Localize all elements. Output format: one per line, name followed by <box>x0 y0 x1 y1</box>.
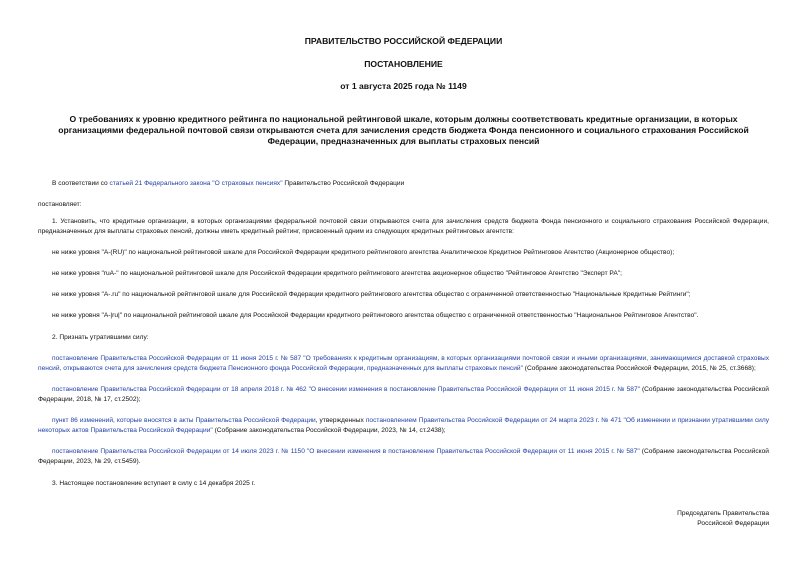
document-title: О требованиях к уровню кредитного рейтинга по национальной рейтинговой шкале, которым должны соответствовать кредитные организации, в которых организациями федеральной почтовой связи открываются счета для зачисления средств бюджета Фонда пенсионного и социального страхования Российской Федерации, предназначенных для выплаты страховых пенсий <box>58 114 749 146</box>
repealed-act-source: (Собрание законодательства Российской Федерации, 2023, № 29, ст.5459). <box>38 448 769 465</box>
repealed-act-item <box>38 447 769 467</box>
issuing-authority: ПРАВИТЕЛЬСТВО РОССИЙСКОЙ ФЕДЕРАЦИИ <box>304 36 503 46</box>
signatory-organization: Российской Федерации <box>697 520 769 527</box>
repealed-act-source: (Собрание законодательства Российской Федерации, 2023, № 14, ст.2438); <box>212 427 446 434</box>
repealed-act-link[interactable]: постановление Правительства Российской Федерации от 14 июля 2023 г. № 1150 "О внесении изменения в постановление Правительства Российской Федерации от 11 июня 2015 г. № 587" <box>52 448 640 455</box>
repealed-act-middle: , утвержденных <box>315 417 366 424</box>
resolves-word: постановляет: <box>38 201 82 208</box>
repealed-act-item <box>38 354 769 374</box>
repealed-act-link[interactable]: пункт 86 изменений, которые вносятся в акты Правительства Российской Федерации <box>52 417 316 424</box>
preamble <box>38 179 769 189</box>
amending-act-link[interactable]: постановлением Правительства Российской Федерации от 24 марта 2023 г. № 471 "Об изменении и признании утратившими силу некоторых актов Правительства Российской Федерации" <box>38 417 769 434</box>
clause-3: 3. Настоящее постановление вступает в силу с 14 декабря 2025 г. <box>52 480 256 487</box>
repealed-act-source: (Собрание законодательства Российской Федерации, 2018, № 17, ст.2502); <box>38 386 769 403</box>
signatory-position: Председатель Правительства <box>677 510 769 517</box>
rating-level-item: не ниже уровня "A-|ru|" по национальной рейтинговой шкале для Российской Федерации кредитного рейтингового агентства общество с ограниченной ответственностью "Национальное Рейтинговое Агентство". <box>52 312 699 319</box>
repealed-act-link[interactable]: постановление Правительства Российской Федерации от 18 апреля 2018 г. № 462 "О внесении изменения в постановление Правительства Российской Федерации от 11 июня 2015 г. № 587" <box>52 386 640 393</box>
rating-level-item: не ниже уровня "ruA-" по национальной рейтинговой шкале для Российской Федерации кредитного рейтингового агентства акционерное общество "Рейтинговое Агентство "Эксперт РА"; <box>52 270 622 277</box>
rating-level-item: не ниже уровня "A-(RU)" по национальной рейтинговой шкале для Российской Федерации кредитного рейтингового агентства Аналитическое Кредитное Рейтинговое Агентство (Акционерное общество); <box>52 249 675 256</box>
document-date-number: от 1 августа 2025 года № 1149 <box>340 81 467 91</box>
preamble-suffix: Правительство Российской Федерации <box>282 180 405 187</box>
law-article-link[interactable]: статьей 21 Федерального закона "О страховых пенсиях" <box>109 180 283 187</box>
repealed-act-item <box>38 385 769 405</box>
clause-1: 1. Установить, что кредитные организации, в которых организациями федеральной почтовой связи открываются счета для зачисления средств бюджета Фонда пенсионного и социального страхования Российской Федерации, предназначенных для выплаты страховых пенсий, должны иметь кредитный рейтинг, присвоенный одним из следующих кредитных рейтинговых агентств: <box>38 218 769 235</box>
rating-level-item: не ниже уровня "A-.ru" по национальной рейтинговой шкале для Российской Федерации кредитного рейтингового агентства общество с ограниченной ответственностью "Национальные Кредитные Рейтинги"; <box>52 291 691 298</box>
signature-block <box>677 509 769 529</box>
repealed-act-link[interactable]: постановление Правительства Российской Федерации от 11 июня 2015 г. № 587 "О требованиях к кредитным организациям, в которых организациями почтовой связи и иными организациями, занимающимися доставкой страховых пенсий, открываются счета для зачисления средств бюджета Пенсионного фонда Российской Федерации, предназначенных для выплаты страховых пенсий" <box>38 355 769 372</box>
clause-2: 2. Признать утратившими силу: <box>52 334 149 341</box>
preamble-prefix: В соответствии со <box>52 180 110 187</box>
repealed-act-source: (Собрание законодательства Российской Федерации, 2015, № 25, ст.3668); <box>522 365 756 372</box>
repealed-act-item <box>38 416 769 436</box>
document-type: ПОСТАНОВЛЕНИЕ <box>364 59 443 69</box>
